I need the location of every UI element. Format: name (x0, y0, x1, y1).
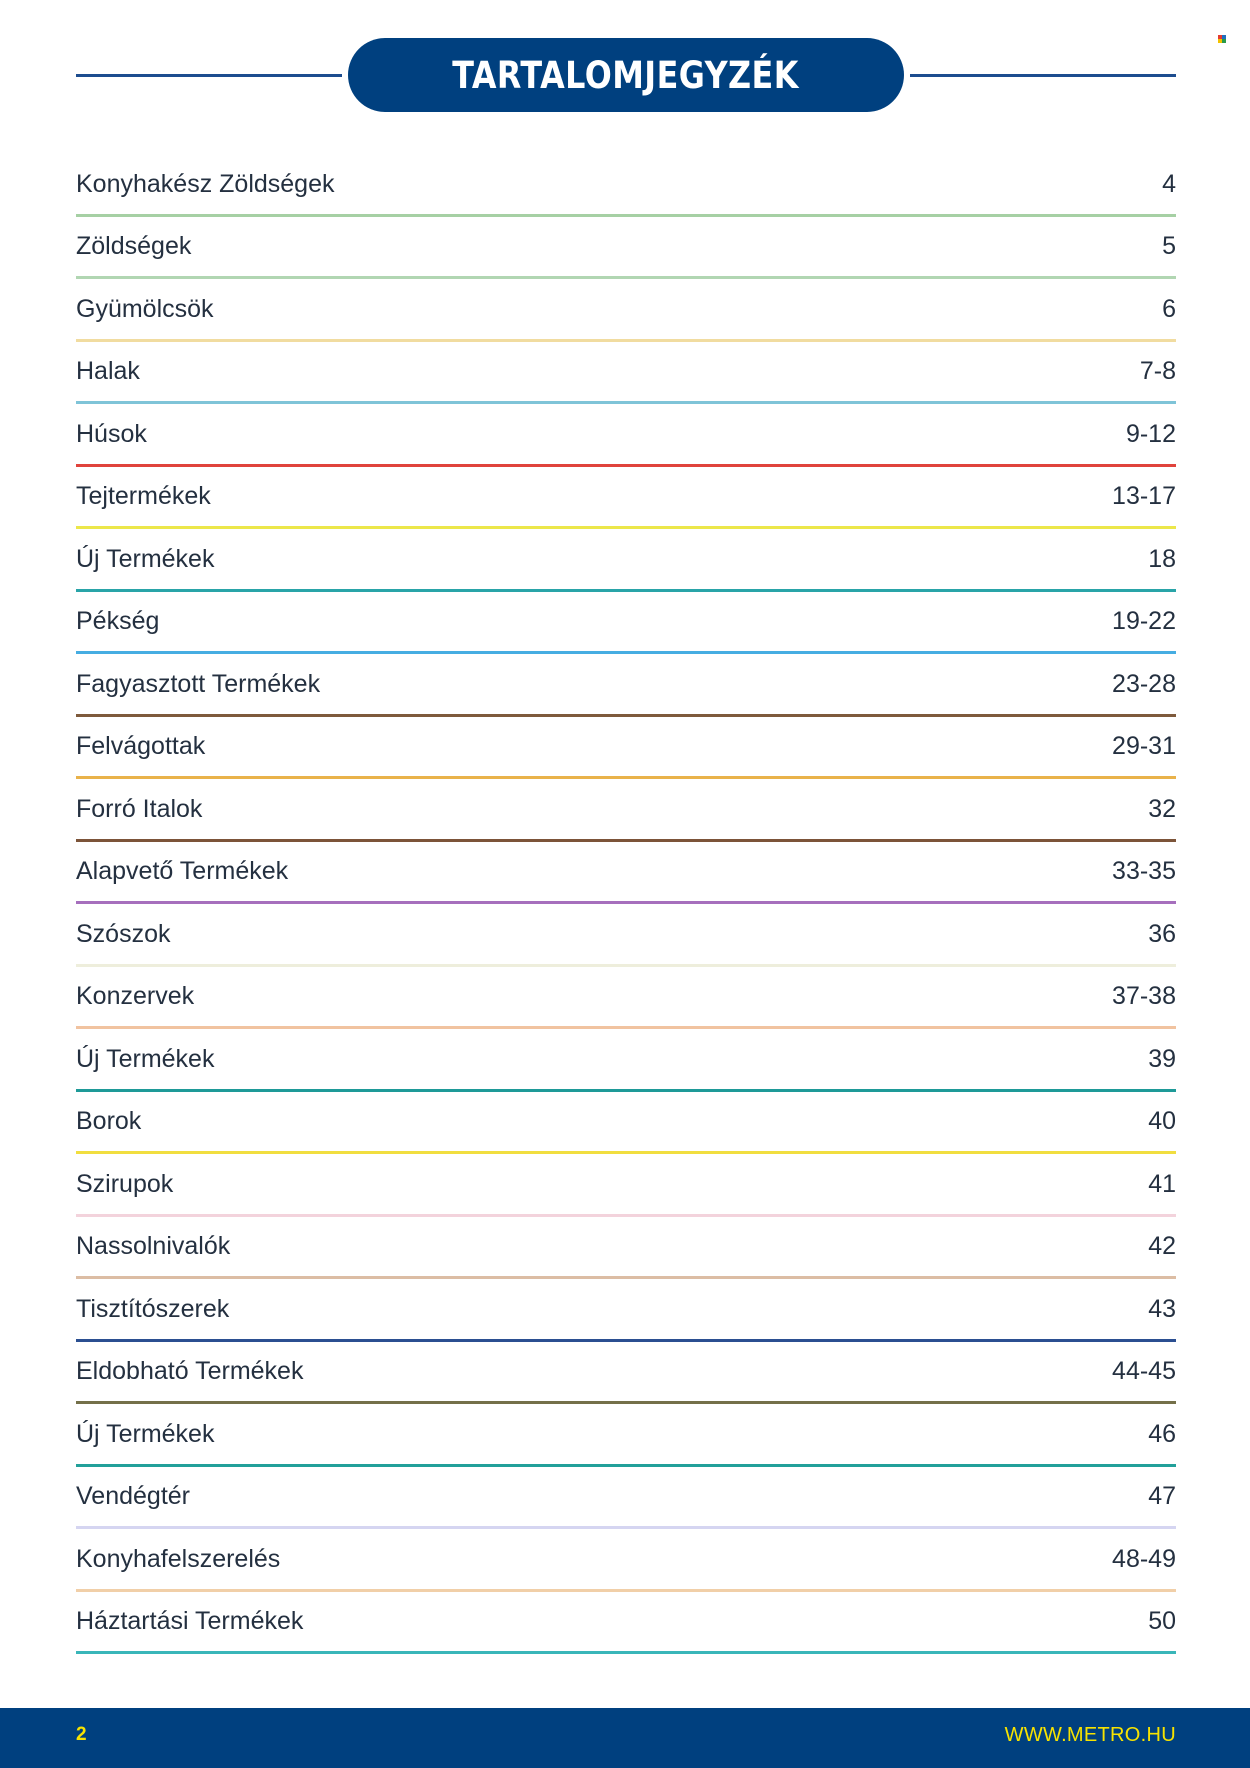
toc-page-number: 29-31 (1112, 732, 1176, 761)
toc-page-number: 13-17 (1112, 482, 1176, 511)
header-rule-left (76, 74, 342, 77)
toc-row[interactable] (76, 1469, 1176, 1532)
toc-divider (76, 1526, 1176, 1529)
toc-divider (76, 1651, 1176, 1654)
toc-row[interactable] (76, 1594, 1176, 1657)
toc-divider (76, 1214, 1176, 1217)
toc-section-title: Szószok (76, 919, 171, 948)
toc-row[interactable] (76, 281, 1176, 344)
toc-page-number: 4 (1162, 169, 1176, 198)
toc-divider (76, 839, 1176, 842)
footer-bar (0, 1708, 1250, 1768)
toc-divider (76, 1276, 1176, 1279)
toc-divider (76, 1401, 1176, 1404)
toc-section-title: Húsok (76, 419, 147, 448)
toc-row[interactable] (76, 531, 1176, 594)
toc-page-number: 33-35 (1112, 857, 1176, 886)
page-number: 2 (76, 1724, 87, 1745)
toc-page-number: 18 (1148, 544, 1176, 573)
toc-row[interactable] (76, 1219, 1176, 1282)
toc-page-number: 39 (1148, 1044, 1176, 1073)
toc-section-title: Tisztítószerek (76, 1294, 230, 1323)
toc-section-title: Háztartási Termékek (76, 1607, 304, 1636)
toc-row[interactable] (76, 156, 1176, 219)
toc-section-title: Szirupok (76, 1169, 174, 1198)
toc-divider (76, 901, 1176, 904)
toc-row[interactable] (76, 1344, 1176, 1407)
toc-page-number: 41 (1148, 1169, 1176, 1198)
toc-section-title: Konyhakész Zöldségek (76, 169, 335, 198)
toc-page-number: 23-28 (1112, 669, 1176, 698)
toc-divider (76, 776, 1176, 779)
toc-row[interactable] (76, 219, 1176, 282)
toc-row[interactable] (76, 1031, 1176, 1094)
toc-section-title: Tejtermékek (76, 482, 211, 511)
toc-divider (76, 964, 1176, 967)
toc-section-title: Zöldségek (76, 232, 192, 261)
toc-divider (76, 339, 1176, 342)
page-title: TARTALOMJEGYZÉK (452, 53, 800, 97)
toc-divider (76, 1089, 1176, 1092)
title-banner (348, 38, 904, 112)
toc-page-number: 7-8 (1139, 357, 1176, 386)
toc-section-title: Felvágottak (76, 732, 206, 761)
toc-section-title: Fagyasztott Termékek (76, 669, 321, 698)
toc-section-title: Gyümölcsök (76, 294, 214, 323)
toc-section-title: Alapvető Termékek (76, 857, 289, 886)
toc-divider (76, 1151, 1176, 1154)
toc-row[interactable] (76, 656, 1176, 719)
toc-row[interactable] (76, 1406, 1176, 1469)
toc-page-number: 37-38 (1112, 982, 1176, 1011)
toc-section-title: Új Termékek (76, 544, 215, 573)
toc-page-number: 19-22 (1112, 607, 1176, 636)
toc-row[interactable] (76, 1531, 1176, 1594)
toc-page-number: 46 (1148, 1419, 1176, 1448)
toc-row[interactable] (76, 406, 1176, 469)
toc-row[interactable] (76, 594, 1176, 657)
toc-divider (76, 1026, 1176, 1029)
page-header (76, 38, 1176, 112)
toc-divider (76, 276, 1176, 279)
toc-row[interactable] (76, 906, 1176, 969)
toc-section-title: Új Termékek (76, 1044, 215, 1073)
toc-page-number: 32 (1148, 794, 1176, 823)
toc-row[interactable] (76, 344, 1176, 407)
toc-section-title: Pékség (76, 607, 160, 636)
toc-divider (76, 401, 1176, 404)
toc-section-title: Nassolnivalók (76, 1232, 231, 1261)
toc-section-title: Halak (76, 357, 140, 386)
toc-row[interactable] (76, 844, 1176, 907)
toc-divider (76, 1464, 1176, 1467)
toc-row[interactable] (76, 781, 1176, 844)
toc-section-title: Vendégtér (76, 1482, 190, 1511)
toc-row[interactable] (76, 469, 1176, 532)
toc-divider (76, 1339, 1176, 1342)
header-rule-right (910, 74, 1176, 77)
toc-divider (76, 526, 1176, 529)
toc-divider (76, 1589, 1176, 1592)
toc-page-number: 36 (1148, 919, 1176, 948)
toc-row[interactable] (76, 969, 1176, 1032)
table-of-contents (76, 156, 1176, 1656)
toc-page-number: 47 (1148, 1482, 1176, 1511)
toc-section-title: Új Termékek (76, 1419, 215, 1448)
toc-page-number: 43 (1148, 1294, 1176, 1323)
toc-section-title: Forró Italok (76, 794, 203, 823)
toc-page-number: 48-49 (1112, 1544, 1176, 1573)
toc-page-number: 50 (1148, 1607, 1176, 1636)
toc-row[interactable] (76, 719, 1176, 782)
toc-divider (76, 464, 1176, 467)
toc-section-title: Konzervek (76, 982, 195, 1011)
toc-page-number: 42 (1148, 1232, 1176, 1261)
toc-section-title: Eldobható Termékek (76, 1357, 304, 1386)
toc-divider (76, 214, 1176, 217)
toc-page-number: 40 (1148, 1107, 1176, 1136)
color-squares-icon (1218, 35, 1227, 43)
toc-page-number: 44-45 (1112, 1357, 1176, 1386)
toc-divider (76, 714, 1176, 717)
toc-row[interactable] (76, 1094, 1176, 1157)
toc-row[interactable] (76, 1156, 1176, 1219)
toc-page-number: 9-12 (1125, 419, 1176, 448)
toc-page-number: 6 (1162, 294, 1176, 323)
website-link[interactable]: WWW.METRO.HU (1004, 1724, 1176, 1746)
toc-divider (76, 651, 1176, 654)
toc-section-title: Konyhafelszerelés (76, 1544, 281, 1573)
toc-section-title: Borok (76, 1107, 142, 1136)
toc-divider (76, 589, 1176, 592)
toc-row[interactable] (76, 1281, 1176, 1344)
toc-page-number: 5 (1162, 232, 1176, 261)
